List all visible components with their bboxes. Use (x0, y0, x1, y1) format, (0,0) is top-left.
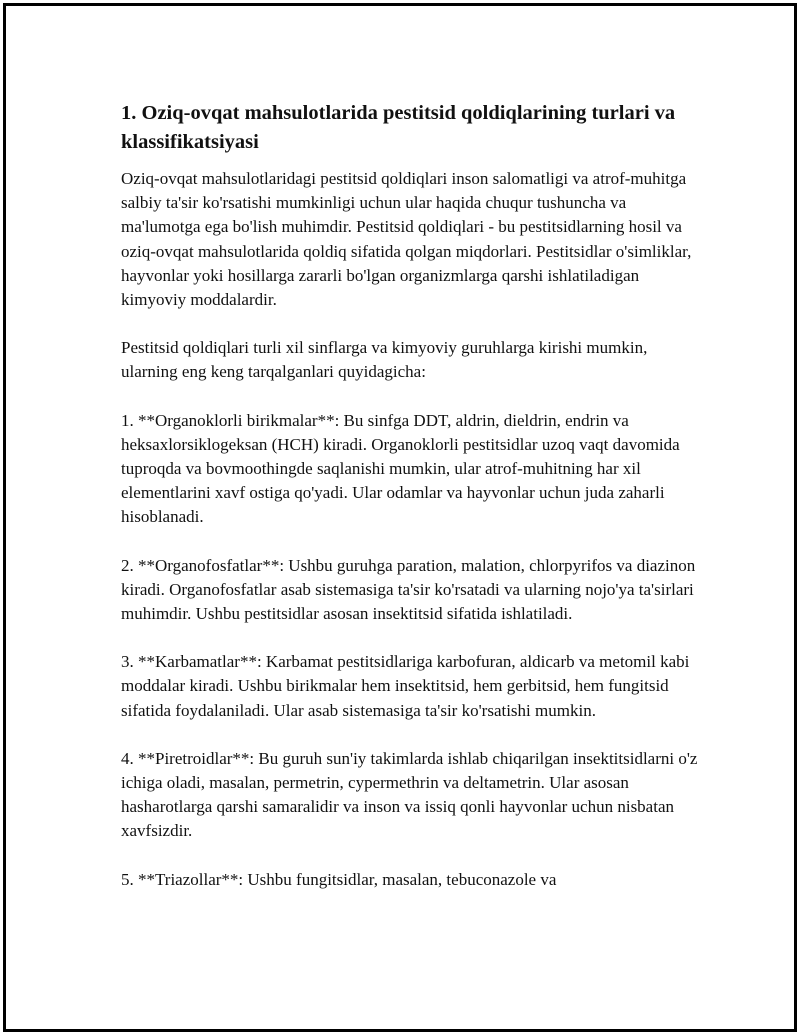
paragraph-intro: Oziq-ovqat mahsulotlaridagi pestitsid qoldiqlari inson salomatligi va atrof-muhitga salbiy ta'sir ko'rsatishi mumkinligi uchun ular haqida chuqur tushuncha va ma'lumotga ega bo'lish muhimdir. Pestitsid qoldiqlari - bu pestitsidlarning hosil va oziq-ovqat mahsulotlarida qoldiq sifatida qolgan miqdorlari. Pestitsidlar o'simliklar, hayvonlar yoki hosillarga zararli bo'lgan organizmlarga qarshi ishlatiladigan kimyoviy moddalardir. (121, 169, 692, 310)
paragraph-triazoles: 5. **Triazollar**: Ushbu fungitsidlar, masalan, tebuconazole va (121, 869, 557, 889)
paragraph-organophosphates: 2. **Organofosfatlar**: Ushbu guruhga paration, malation, chlorpyrifos va diazinon kiradi. Organofosfatlar asab sistemasiga ta'sir ko'rsatadi va ularning nojo'ya ta'sirlari muhimdir. Ushbu pestitsidlar asosan insektitsid sifatida ishlatiladi. (121, 555, 696, 624)
paragraph-pyrethroids: 4. **Piretroidlar**: Bu guruh sun'iy takimlarda ishlab chiqarilgan insektitsidlarni o'z ichiga oladi, masalan, permetrin, cypermethrin va deltametrin. Ular asosan hasharotlarga qarshi samaralidir va inson va issiq qonli hayvonlar uchun nisbatan xavfsizdir. (121, 748, 698, 841)
section-heading: 1. Oziq-ovqat mahsulotlarida pestitsid qoldiqlarining turlari va klassifikatsiyasi (121, 102, 676, 153)
paragraph-organochlorines: 1. **Organoklorli birikmalar**: Bu sinfga DDT, aldrin, dieldrin, endrin va heksaxlorsiklogeksan (HCH) kiradi. Organoklorli pestitsidlar uzoq vaqt davomida tuproqda va bovmoothingde saqlanishi mumkin, ular atrof-muhitning har xil elementlarini xavf ostiga qo'yadi. Ular odamlar va hayvonlar uchun juda zaharli hisoblanadi. (121, 410, 680, 527)
page-frame (3, 3, 797, 1032)
document-body (121, 99, 701, 916)
paragraph-carbamates: 3. **Karbamatlar**: Karbamat pestitsidlariga karbofuran, aldicarb va metomil kabi moddalar kiradi. Ushbu birikmalar hem insektitsid, hem gerbitsid, hem fungitsid sifatida foydalaniladi. Ular asab sistemasiga ta'sir ko'rsatishi mumkin. (121, 652, 690, 720)
paragraph-classes-intro: Pestitsid qoldiqlari turli xil sinflarga va kimyoviy guruhlarga kirishi mumkin, ularning eng keng tarqalganlari quyidagicha: (121, 338, 648, 382)
